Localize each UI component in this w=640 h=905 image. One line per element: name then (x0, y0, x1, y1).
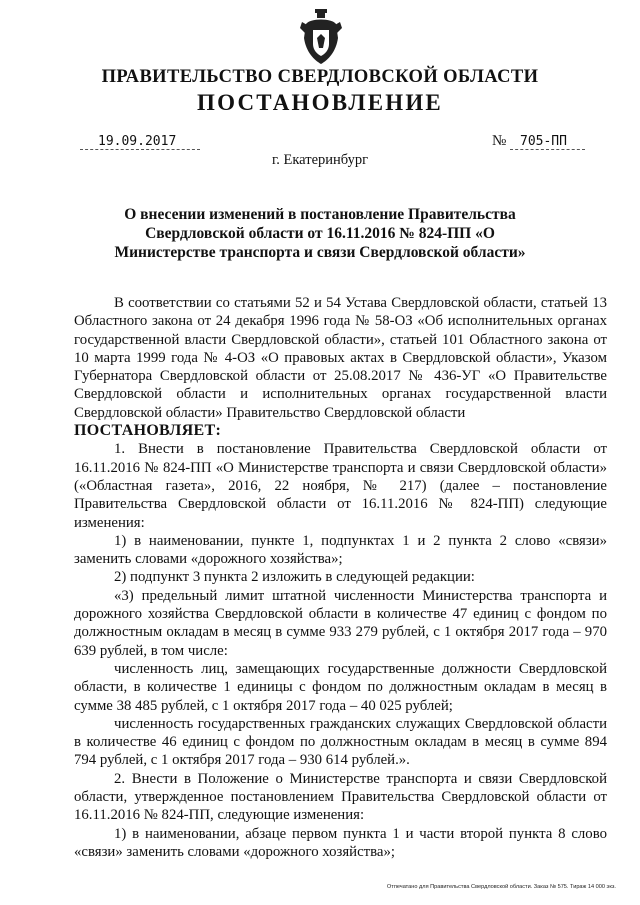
city: г. Екатеринбург (271, 152, 369, 168)
preamble: В соответствии со статьями 52 и 54 Устава Свердловской области, статьей 13 Областного закона от 24 декабря 1996 года № 58-ОЗ «Об исполнительных органах государственной власти Свердловской области», статьей 101 Областного закона от 10 марта 1999 года № 4-ОЗ «О правовых актах в Свердловской области», Указом Губернатора Свердловской области от 25.08.2017 № 436-УГ «О Правительстве Свердловской области и исполнительных органах государственной власти Свердловской области» Правительство Свердловской области (74, 295, 607, 421)
paragraph: 2) подпункт 3 пункта 2 изложить в следующей редакции: (114, 569, 475, 586)
paragraph: 1. Внести в постановление Правительства Свердловской области от 16.11.2016 № 824-ПП «О Министерстве транспорта и связи Свердловской области» («Областная газета», 2016, 22 ноября, № 217) (далее – постановление Правительства Свердловской области от 16.11.2016 № 824-ПП) следующие изменения: (74, 441, 607, 531)
number-sign: № (492, 133, 507, 149)
paragraph: численность государственных гражданских служащих Свердловской области в количестве 46 единиц с фондом по должностным окладам в месяц в сумме 894 794 рублей, с 1 октября 2017 года – 930 614 рублей.». (74, 715, 607, 769)
document-number: 705-ПП (510, 134, 585, 150)
paragraph: 1) в наименовании, пункте 1, подпунктах 1 и 2 пункта 2 слово «связи» заменить словами «дорожного хозяйства»; (74, 532, 607, 568)
document-type: ПОСТАНОВЛЕНИЕ (197, 90, 443, 115)
document-title: О внесении изменений в постановление Правительства Свердловской области от 16.11.2016 № 824-ПП «О Министерстве транспорта и связи Свердловской области» (114, 206, 526, 261)
paragraph: «3) предельный лимит штатной численности Министерства транспорта и дорожного хозяйства Свердловской области в количестве 47 единиц с фондом по должностным окладам в месяц в сумме 933 279 рублей, с 1 октября 2017 года – 970 639 рублей, в том числе: (74, 587, 607, 659)
print-footer: Отпечатано для Правительства Свердловской области. Заказ № 575. Тираж 14 000 экз. (386, 884, 616, 890)
government-name: ПРАВИТЕЛЬСТВО СВЕРДЛОВСКОЙ ОБЛАСТИ (101, 67, 539, 87)
decree-heading: ПОСТАНОВЛЯЕТ: (74, 422, 222, 440)
document-date: 19.09.2017 (80, 134, 200, 150)
paragraph: численность лиц, замещающих государственные должности Свердловской области, в количестве 1 единицы с фондом по должностным окладам в месяц в сумме 38 485 рублей, с 1 октября 2017 года – 40 025 рублей; (74, 660, 607, 714)
paragraph: 1) в наименовании, абзаце первом пункта 1 и части второй пункта 8 слово «связи» заменить словами «дорожного хозяйства»; (74, 825, 607, 860)
coat-of-arms-emblem (300, 8, 342, 66)
paragraph: 2. Внести в Положение о Министерстве транспорта и связи Свердловской области, утвержденное постановлением Правительства Свердловской области от 16.11.2016 № 824-ПП, следующие изменения: (74, 770, 607, 824)
document-body (74, 294, 607, 861)
